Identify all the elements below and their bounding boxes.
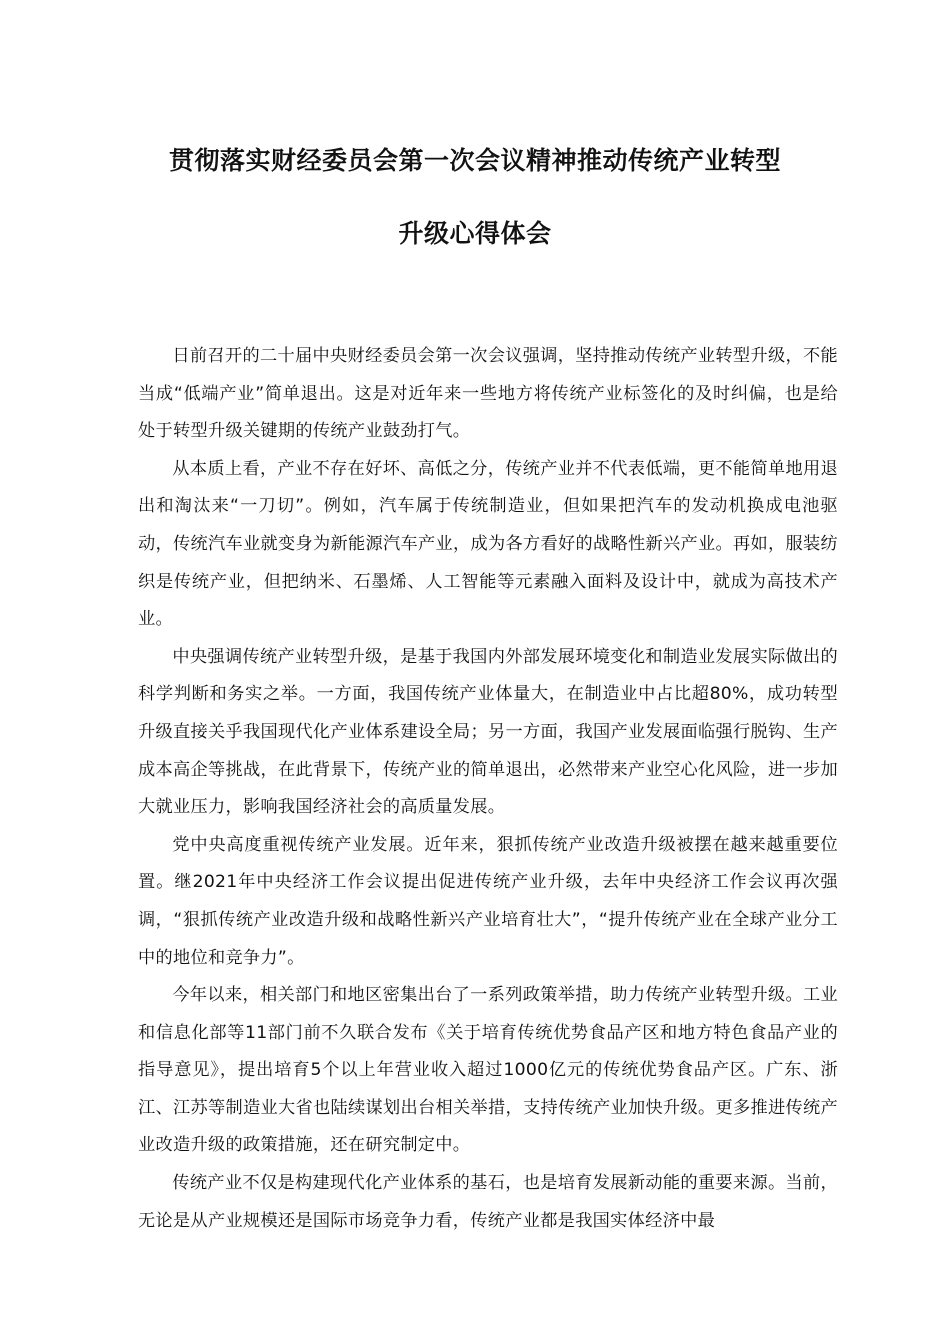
paragraph-1: 日前召开的二十届中央财经委员会第一次会议强调，坚持推动传统产业转型升级，不能当成“低端产业”简单退出。这是对近年来一些地方将传统产业标签化的及时纠偏，也是给处于转型升级关键期的传统产业鼓劲打气。: [138, 346, 838, 442]
paragraph-5: 今年以来，相关部门和地区密集出台了一系列政策举措，助力传统产业转型升级。工业和信息化部等11部门前不久联合发布《关于培育传统优势食品产区和地方特色食品产业的指导意见》，提出培育5个以上年营业收入超过1000亿元的传统优势食品产区。广东、浙江、江苏等制造业大省也陆续谋划出台相关举措，支持传统产业加快升级。更多推进传统产业改造升级的政策措施，还在研究制定中。: [138, 985, 838, 1156]
document-title-line-2: 升级心得体会: [398, 219, 552, 248]
paragraph-2: 从本质上看，产业不存在好坏、高低之分，传统产业并不代表低端，更不能简单地用退出和淘汰来“一刀切”。例如，汽车属于传统制造业，但如果把汽车的发动机换成电池驱动，传统汽车业就变身为新能源汽车产业，成为各方看好的战略性新兴产业。再如，服装纺织是传统产业，但把纳米、石墨烯、人工智能等元素融入面料及设计中，就成为高技术产业。: [138, 458, 838, 630]
paragraph-3: 中央强调传统产业转型升级，是基于我国内外部发展环境变化和制造业发展实际做出的科学判断和务实之举。一方面，我国传统产业体量大，在制造业中占比超80%，成功转型升级直接关乎我国现代化产业体系建设全局；另一方面，我国产业发展面临强行脱钩、生产成本高企等挑战，在此背景下，传统产业的简单退出，必然带来产业空心化风险，进一步加大就业压力，影响我国经济社会的高质量发展。: [138, 646, 838, 818]
paragraph-4: 党中央高度重视传统产业发展。近年来，狠抓传统产业改造升级被摆在越来越重要位置。继2021年中央经济工作会议提出促进传统产业升级，去年中央经济工作会议再次强调，“狠抓传统产业改造升级和战略性新兴产业培育壮大”，“提升传统产业在全球产业分工中的地位和竞争力”。: [138, 834, 838, 968]
document-title-line-1: 贯彻落实财经委员会第一次会议精神推动传统产业转型: [168, 146, 781, 175]
document-body: [138, 338, 838, 1240]
paragraph-6: 传统产业不仅是构建现代化产业体系的基石，也是培育发展新动能的重要来源。当前，无论是从产业规模还是国际市场竞争力看，传统产业都是我国实体经济中最: [138, 1173, 838, 1231]
